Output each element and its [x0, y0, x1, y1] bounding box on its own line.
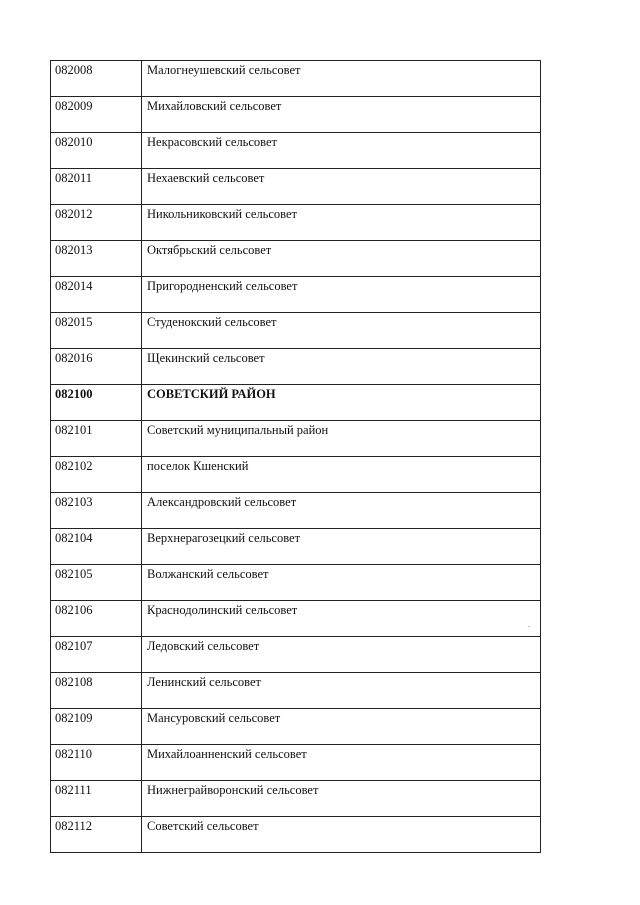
name-cell: Волжанский сельсовет [142, 565, 541, 601]
name-cell: Верхнерагозецкий сельсовет [142, 529, 541, 565]
table-row [51, 601, 541, 637]
code-cell: 082015 [51, 313, 142, 349]
code-cell: 082011 [51, 169, 142, 205]
name-cell: Михайловский сельсовет [142, 97, 541, 133]
name-cell: Малогнеушевский сельсовет [142, 61, 541, 97]
name-cell: Советский муниципальный район [142, 421, 541, 457]
code-cell: 082102 [51, 457, 142, 493]
code-cell: 082108 [51, 673, 142, 709]
name-cell: Александровский сельсовет [142, 493, 541, 529]
name-cell: Октябрьский сельсовет [142, 241, 541, 277]
name-cell: Краснодолинский сельсовет [142, 601, 541, 637]
code-table-body [51, 61, 541, 853]
table-row [51, 241, 541, 277]
name-cell: Нехаевский сельсовет [142, 169, 541, 205]
code-cell: 082107 [51, 637, 142, 673]
code-cell: 082009 [51, 97, 142, 133]
name-cell: Нижнеграйворонский сельсовет [142, 781, 541, 817]
table-row [51, 709, 541, 745]
code-cell: 082105 [51, 565, 142, 601]
name-cell: Мансуровский сельсовет [142, 709, 541, 745]
code-cell: 082104 [51, 529, 142, 565]
name-cell: поселок Кшенский [142, 457, 541, 493]
code-cell: 082112 [51, 817, 142, 853]
code-cell: 082111 [51, 781, 142, 817]
code-cell: 082013 [51, 241, 142, 277]
code-cell: 082100 [51, 385, 142, 421]
code-cell: 082109 [51, 709, 142, 745]
table-row [51, 169, 541, 205]
name-cell: Михайлоанненский сельсовет [142, 745, 541, 781]
table-row [51, 205, 541, 241]
code-cell: 082014 [51, 277, 142, 313]
table-row [51, 745, 541, 781]
code-cell: 082012 [51, 205, 142, 241]
table-row [51, 565, 541, 601]
table-row [51, 313, 541, 349]
name-cell: Советский сельсовет [142, 817, 541, 853]
table-row [51, 349, 541, 385]
code-cell: 082016 [51, 349, 142, 385]
name-cell: Никольниковский сельсовет [142, 205, 541, 241]
name-cell: Щекинский сельсовет [142, 349, 541, 385]
table-row [51, 421, 541, 457]
name-cell: Пригородненский сельсовет [142, 277, 541, 313]
table-row [51, 457, 541, 493]
code-cell: 082008 [51, 61, 142, 97]
scan-speck [528, 626, 530, 627]
name-cell: Некрасовский сельсовет [142, 133, 541, 169]
table-row [51, 133, 541, 169]
name-cell: Студенокский сельсовет [142, 313, 541, 349]
code-cell: 082106 [51, 601, 142, 637]
name-cell: СОВЕТСКИЙ РАЙОН [142, 385, 541, 421]
code-cell: 082110 [51, 745, 142, 781]
code-cell: 082010 [51, 133, 142, 169]
code-cell: 082103 [51, 493, 142, 529]
table-row [51, 817, 541, 853]
table-row [51, 529, 541, 565]
table-row [51, 61, 541, 97]
code-cell: 082101 [51, 421, 142, 457]
table-row [51, 277, 541, 313]
code-table [50, 60, 541, 853]
name-cell: Ледовский сельсовет [142, 637, 541, 673]
table-row [51, 493, 541, 529]
name-cell: Ленинский сельсовет [142, 673, 541, 709]
table-row [51, 781, 541, 817]
table-row [51, 385, 541, 421]
table-row [51, 637, 541, 673]
table-row [51, 97, 541, 133]
table-row [51, 673, 541, 709]
